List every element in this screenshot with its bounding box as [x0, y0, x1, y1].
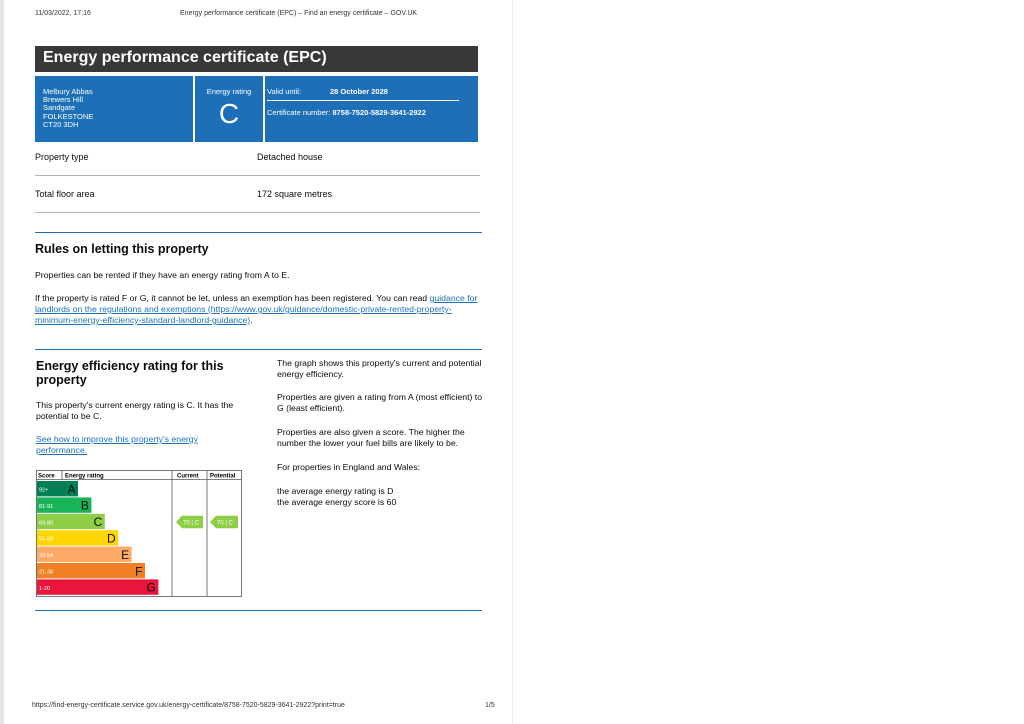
page-edge — [512, 0, 513, 724]
divider — [267, 100, 459, 101]
certificate-number-label: Certificate number: — [267, 108, 331, 117]
band-range-label: 21-38 — [39, 569, 54, 576]
energy-rating-box — [195, 76, 263, 142]
section-divider — [35, 610, 482, 611]
summary-label: Property type — [35, 152, 89, 162]
energy-rating-chart — [36, 470, 242, 597]
band-range-label: 69-80 — [39, 520, 54, 527]
rating-header: Energy rating — [65, 473, 104, 480]
summary-label: Total floor area — [35, 189, 95, 199]
page-number: 1/5 — [485, 702, 495, 709]
valid-until-value: 28 October 2028 — [330, 87, 388, 96]
print-url: https://find-energy-certificate.service.gov.uk/energy-certificate/8758-7520-5829-3641-2922?print=true — [32, 702, 345, 709]
print-date: 11/03/2022, 17:16 — [35, 10, 91, 17]
summary-value: 172 square metres — [257, 189, 333, 199]
band-bar-F — [62, 563, 145, 578]
potential-header: Potential — [210, 473, 236, 480]
page-title: Energy performance certificate (EPC) — [35, 46, 478, 72]
band-letter: B — [80, 498, 89, 513]
improve-link-wrap[interactable] — [36, 434, 246, 455]
landlord-guidance-link[interactable]: guidance for landlords on the regulations and exemptions (https://www.gov.uk/guidance/domestic-private-rented-property-minimum-energy-efficiency-standard-landlord-guidance) — [35, 293, 478, 325]
band-letter: F — [135, 564, 143, 579]
rules-paragraph: Properties can be rented if they have an energy rating from A to E. — [35, 270, 290, 280]
band-letter: D — [107, 531, 116, 546]
band-range-label: 55-68 — [39, 536, 54, 543]
address-block — [35, 76, 193, 142]
info-paragraph: the average energy score is 60 — [277, 497, 397, 507]
improve-performance-link[interactable]: See how to improve this property's energy performance. — [36, 434, 198, 455]
validity-box — [265, 76, 478, 142]
potential-rating-marker-label: 70 | C — [217, 520, 233, 527]
rules-text: If the property is rated F or G, it cannot be let, unless an exemption has been registered. You can read — [35, 293, 430, 303]
summary-value: Detached house — [257, 152, 323, 162]
band-range-label: 92+ — [39, 487, 49, 494]
address-line: FOLKESTONE — [43, 111, 94, 121]
divider — [35, 212, 480, 213]
rules-heading: Rules on letting this property — [35, 242, 209, 256]
efficiency-heading: Energy efficiency rating for this property — [36, 359, 224, 387]
section-divider — [35, 349, 482, 350]
info-paragraph: For properties in England and Wales: — [277, 462, 421, 472]
certificate-panel — [35, 76, 478, 142]
band-letter: E — [121, 547, 130, 562]
address-line: Brewers Hill — [43, 95, 84, 105]
info-paragraph: the average energy rating is D — [277, 486, 394, 496]
address-line: CT20 3DH — [43, 119, 79, 129]
efficiency-paragraph: This property's current energy rating is C. It has the potential to be C. — [36, 400, 234, 421]
current-rating-marker-label: 70 | C — [183, 520, 199, 527]
current-header: Current — [177, 473, 199, 480]
paper-edge — [0, 0, 4, 724]
energy-rating-label: Energy rating — [206, 87, 252, 96]
band-letter: G — [146, 580, 156, 595]
score-header: Score — [38, 473, 55, 480]
rules-text-end: . — [250, 315, 253, 325]
info-paragraph: Properties are given a rating from A (most efficient) to G (least efficient). — [277, 392, 483, 413]
rules-paragraph — [35, 293, 483, 326]
band-bar-G — [62, 579, 158, 594]
band-range-label: 39-54 — [39, 553, 54, 560]
info-paragraph: The graph shows this property's current and potential energy efficiency. — [277, 358, 482, 379]
address-line: Melbury Abbas — [43, 87, 93, 96]
energy-rating-letter: C — [218, 98, 240, 129]
band-range-label: 81-91 — [39, 503, 54, 510]
address-line: Sandgate — [43, 103, 76, 113]
valid-until-label: Valid until: — [267, 87, 302, 96]
section-divider — [35, 232, 482, 233]
divider — [35, 175, 480, 176]
info-paragraph: Properties are also given a score. The higher the number the lower your fuel bills are likely to be. — [277, 427, 465, 448]
band-letter: C — [93, 515, 103, 530]
print-title: Energy performance certificate (EPC) – Find an energy certificate – GOV.UK — [180, 10, 418, 17]
certificate-number-value: 8758-7520-5829-3641-2922 — [332, 108, 426, 117]
band-letter: A — [67, 482, 76, 497]
band-range-label: 1-20 — [39, 585, 51, 592]
